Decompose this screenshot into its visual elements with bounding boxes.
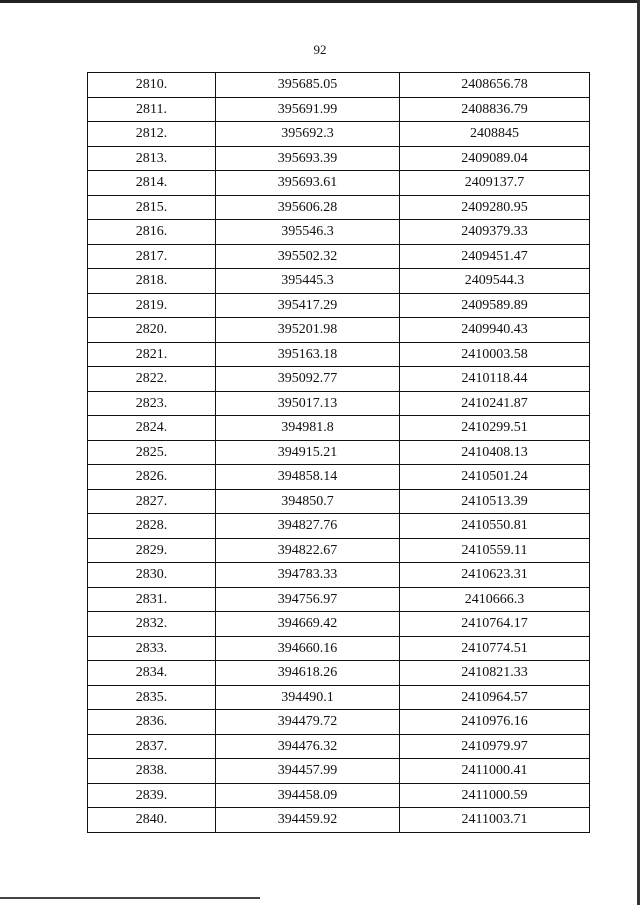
point-number-cell: 2834. bbox=[88, 661, 216, 686]
point-number-cell: 2830. bbox=[88, 563, 216, 588]
point-number-cell: 2836. bbox=[88, 710, 216, 735]
x-coordinate-cell: 394660.16 bbox=[216, 636, 400, 661]
y-coordinate-cell: 2409451.47 bbox=[400, 244, 590, 269]
y-coordinate-cell: 2410774.51 bbox=[400, 636, 590, 661]
table-row bbox=[88, 685, 590, 710]
point-number-cell: 2810. bbox=[88, 73, 216, 98]
x-coordinate-cell: 395163.18 bbox=[216, 342, 400, 367]
table-row bbox=[88, 269, 590, 294]
x-coordinate-cell: 394490.1 bbox=[216, 685, 400, 710]
x-coordinate-cell: 395606.28 bbox=[216, 195, 400, 220]
y-coordinate-cell: 2410821.33 bbox=[400, 661, 590, 686]
table-row bbox=[88, 612, 590, 637]
x-coordinate-cell: 395685.05 bbox=[216, 73, 400, 98]
table-row bbox=[88, 465, 590, 490]
scan-edge-bottom bbox=[0, 897, 260, 899]
table-row bbox=[88, 146, 590, 171]
y-coordinate-cell: 2411000.59 bbox=[400, 783, 590, 808]
point-number-cell: 2818. bbox=[88, 269, 216, 294]
table-row bbox=[88, 636, 590, 661]
x-coordinate-cell: 395417.29 bbox=[216, 293, 400, 318]
table-row bbox=[88, 759, 590, 784]
point-number-cell: 2813. bbox=[88, 146, 216, 171]
point-number-cell: 2839. bbox=[88, 783, 216, 808]
y-coordinate-cell: 2410550.81 bbox=[400, 514, 590, 539]
x-coordinate-cell: 394858.14 bbox=[216, 465, 400, 490]
table-row bbox=[88, 808, 590, 833]
y-coordinate-cell: 2410964.57 bbox=[400, 685, 590, 710]
table-row bbox=[88, 171, 590, 196]
table-row bbox=[88, 416, 590, 441]
point-number-cell: 2823. bbox=[88, 391, 216, 416]
point-number-cell: 2838. bbox=[88, 759, 216, 784]
point-number-cell: 2819. bbox=[88, 293, 216, 318]
point-number-cell: 2837. bbox=[88, 734, 216, 759]
point-number-cell: 2811. bbox=[88, 97, 216, 122]
x-coordinate-cell: 395445.3 bbox=[216, 269, 400, 294]
table-row bbox=[88, 318, 590, 343]
point-number-cell: 2822. bbox=[88, 367, 216, 392]
x-coordinate-cell: 394479.72 bbox=[216, 710, 400, 735]
y-coordinate-cell: 2409280.95 bbox=[400, 195, 590, 220]
table-row bbox=[88, 489, 590, 514]
table-row bbox=[88, 122, 590, 147]
y-coordinate-cell: 2410241.87 bbox=[400, 391, 590, 416]
y-coordinate-cell: 2410979.97 bbox=[400, 734, 590, 759]
table-row bbox=[88, 195, 590, 220]
y-coordinate-cell: 2409089.04 bbox=[400, 146, 590, 171]
y-coordinate-cell: 2410764.17 bbox=[400, 612, 590, 637]
table-row bbox=[88, 661, 590, 686]
table-row bbox=[88, 514, 590, 539]
table-row bbox=[88, 587, 590, 612]
x-coordinate-cell: 395017.13 bbox=[216, 391, 400, 416]
y-coordinate-cell: 2410559.11 bbox=[400, 538, 590, 563]
table-row bbox=[88, 734, 590, 759]
point-number-cell: 2824. bbox=[88, 416, 216, 441]
point-number-cell: 2814. bbox=[88, 171, 216, 196]
y-coordinate-cell: 2409137.7 bbox=[400, 171, 590, 196]
y-coordinate-cell: 2409940.43 bbox=[400, 318, 590, 343]
y-coordinate-cell: 2408836.79 bbox=[400, 97, 590, 122]
point-number-cell: 2815. bbox=[88, 195, 216, 220]
point-number-cell: 2831. bbox=[88, 587, 216, 612]
x-coordinate-cell: 394850.7 bbox=[216, 489, 400, 514]
y-coordinate-cell: 2410299.51 bbox=[400, 416, 590, 441]
x-coordinate-cell: 395692.3 bbox=[216, 122, 400, 147]
table-row bbox=[88, 440, 590, 465]
x-coordinate-cell: 394458.09 bbox=[216, 783, 400, 808]
point-number-cell: 2821. bbox=[88, 342, 216, 367]
table-row bbox=[88, 97, 590, 122]
point-number-cell: 2817. bbox=[88, 244, 216, 269]
x-coordinate-cell: 395693.39 bbox=[216, 146, 400, 171]
table-row bbox=[88, 538, 590, 563]
x-coordinate-cell: 394459.92 bbox=[216, 808, 400, 833]
x-coordinate-cell: 395693.61 bbox=[216, 171, 400, 196]
point-number-cell: 2835. bbox=[88, 685, 216, 710]
point-number-cell: 2833. bbox=[88, 636, 216, 661]
table-row bbox=[88, 391, 590, 416]
y-coordinate-cell: 2410408.13 bbox=[400, 440, 590, 465]
point-number-cell: 2829. bbox=[88, 538, 216, 563]
point-number-cell: 2825. bbox=[88, 440, 216, 465]
table-row bbox=[88, 220, 590, 245]
y-coordinate-cell: 2410976.16 bbox=[400, 710, 590, 735]
table-row bbox=[88, 783, 590, 808]
point-number-cell: 2840. bbox=[88, 808, 216, 833]
point-number-cell: 2826. bbox=[88, 465, 216, 490]
point-number-cell: 2827. bbox=[88, 489, 216, 514]
x-coordinate-cell: 394783.33 bbox=[216, 563, 400, 588]
x-coordinate-cell: 394669.42 bbox=[216, 612, 400, 637]
x-coordinate-cell: 394618.26 bbox=[216, 661, 400, 686]
point-number-cell: 2812. bbox=[88, 122, 216, 147]
y-coordinate-cell: 2411003.71 bbox=[400, 808, 590, 833]
table-row bbox=[88, 367, 590, 392]
y-coordinate-cell: 2410623.31 bbox=[400, 563, 590, 588]
coordinates-table-body bbox=[88, 73, 590, 833]
x-coordinate-cell: 394822.67 bbox=[216, 538, 400, 563]
x-coordinate-cell: 394827.76 bbox=[216, 514, 400, 539]
table-row bbox=[88, 342, 590, 367]
x-coordinate-cell: 394756.97 bbox=[216, 587, 400, 612]
y-coordinate-cell: 2410501.24 bbox=[400, 465, 590, 490]
x-coordinate-cell: 394457.99 bbox=[216, 759, 400, 784]
point-number-cell: 2832. bbox=[88, 612, 216, 637]
y-coordinate-cell: 2410003.58 bbox=[400, 342, 590, 367]
x-coordinate-cell: 395546.3 bbox=[216, 220, 400, 245]
table-row bbox=[88, 73, 590, 98]
table-row bbox=[88, 293, 590, 318]
table-row bbox=[88, 244, 590, 269]
x-coordinate-cell: 394981.8 bbox=[216, 416, 400, 441]
y-coordinate-cell: 2408845 bbox=[400, 122, 590, 147]
y-coordinate-cell: 2408656.78 bbox=[400, 73, 590, 98]
y-coordinate-cell: 2411000.41 bbox=[400, 759, 590, 784]
y-coordinate-cell: 2409544.3 bbox=[400, 269, 590, 294]
x-coordinate-cell: 395201.98 bbox=[216, 318, 400, 343]
y-coordinate-cell: 2410666.3 bbox=[400, 587, 590, 612]
y-coordinate-cell: 2409379.33 bbox=[400, 220, 590, 245]
x-coordinate-cell: 395691.99 bbox=[216, 97, 400, 122]
y-coordinate-cell: 2409589.89 bbox=[400, 293, 590, 318]
point-number-cell: 2820. bbox=[88, 318, 216, 343]
x-coordinate-cell: 394476.32 bbox=[216, 734, 400, 759]
table-row bbox=[88, 710, 590, 735]
point-number-cell: 2816. bbox=[88, 220, 216, 245]
y-coordinate-cell: 2410118.44 bbox=[400, 367, 590, 392]
x-coordinate-cell: 395092.77 bbox=[216, 367, 400, 392]
y-coordinate-cell: 2410513.39 bbox=[400, 489, 590, 514]
point-number-cell: 2828. bbox=[88, 514, 216, 539]
table-row bbox=[88, 563, 590, 588]
x-coordinate-cell: 394915.21 bbox=[216, 440, 400, 465]
x-coordinate-cell: 395502.32 bbox=[216, 244, 400, 269]
scan-edge-top bbox=[0, 0, 640, 3]
page-number: 92 bbox=[313, 42, 327, 57]
coordinates-table bbox=[87, 72, 590, 833]
